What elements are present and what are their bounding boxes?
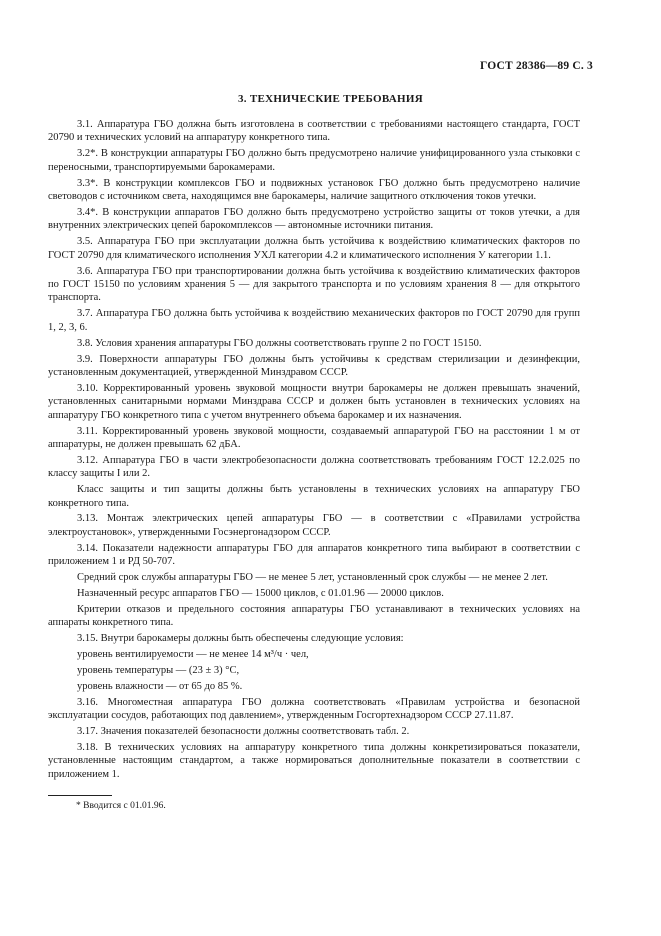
paragraph-3-14-criteria: Критерии отказов и предельного состояния аппаратуры ГБО устанавливают в технических условиях на аппараты конкретного типа. — [48, 603, 580, 629]
footnote: * Вводится с 01.01.96. — [76, 801, 166, 811]
paragraph-3-13: 3.13. Монтаж электрических цепей аппаратуры ГБО — в соответствии с «Правилами устройства электроустановок», утвержденными Госэнергонадзором СССР. — [48, 513, 580, 538]
paragraph-3-1: 3.1. Аппаратура ГБО должна быть изготовлена в соответствии с требованиями настоящего стандарта, ГОСТ 20790 и технических условий на аппаратуру конкретного типа. — [48, 119, 580, 144]
page-header: ГОСТ 28386—89 С. 3 — [480, 60, 593, 72]
paragraph-3-14-resource: Назначенный ресурс аппаратов ГБО — 15000 циклов, с 01.01.96 — 20000 циклов. — [77, 588, 444, 599]
body-text — [48, 118, 580, 784]
paragraph-3-8: 3.8. Условия хранения аппаратуры ГБО должны соответствовать группе 2 по ГОСТ 15150. — [77, 337, 482, 349]
paragraph-3-11: 3.11. Корректированный уровень звуковой мощности, создаваемый аппаратурой ГБО на расстоянии 1 м от аппаратуры, не должен превышать 62 дБА. — [48, 425, 580, 450]
paragraph-3-16: 3.16. Многоместная аппаратура ГБО должна соответствовать «Правилам устройства и безопасной эксплуатации сосудов, работающих под давлением», утвержденным Госгортехнадзором СССР 27.11.87. — [48, 696, 580, 722]
paragraph-3-9: 3.9. Поверхности аппаратуры ГБО должны быть устойчивы к средствам стерилизации и дезинфекции, установленным документацией, утвержденной Минздравом СССР. — [48, 353, 580, 378]
paragraph-3-18: 3.18. В технических условиях на аппаратуру конкретного типа должны конкретизироваться показатели, установленные настоящим стандартом, а также нормироваться дополнительные показатели в соответствии с приложением 1. — [48, 742, 580, 780]
paragraph-3-17: 3.17. Значения показателей безопасности должны соответствовать табл. 2. — [77, 726, 410, 738]
paragraph-3-4: 3.4*. В конструкции аппаратов ГБО должно быть предусмотрено устройство защиты от токов утечки, а для внутренних электрических цепей барокомплексов — автономные источники питания. — [48, 206, 580, 232]
paragraph-3-5: 3.5. Аппаратура ГБО при эксплуатации должна быть устойчива к воздействию климатических факторов по ГОСТ 20790 для климатического исполнения УХЛ категории 4.2 и климатического исполнения У категории 1.1. — [48, 236, 580, 261]
paragraph-3-3: 3.3*. В конструкции комплексов ГБО и подвижных установок ГБО должно быть предусмотрено наличие световодов с источником света, находящимся вне барокамеры, наличие защитного отключения токов утечки. — [48, 177, 580, 203]
paragraph-3-15-ventilation: уровень вентилируемости — не менее 14 м³/ч · чел, — [77, 649, 309, 661]
paragraph-3-12-note: Класс защиты и тип защиты должны быть установлены в технических условиях на аппаратуру ГБО конкретного типа. — [48, 484, 580, 509]
paragraph-3-15-humidity: уровень влажности — от 65 до 85 %. — [77, 680, 243, 692]
paragraph-3-6: 3.6. Аппаратура ГБО при транспортировании должна быть устойчива к воздействию климатических факторов по ГОСТ 15150 по условиям хранения 5 — для закрытого транспорта и по условиям хранения 8 — для открытого транспорта. — [48, 265, 580, 304]
section-title: 3. ТЕХНИЧЕСКИЕ ТРЕБОВАНИЯ — [238, 93, 423, 105]
paragraph-3-14-service-life: Средний срок службы аппаратуры ГБО — не менее 5 лет, установленный срок службы — не менее 2 лет. — [77, 572, 548, 584]
paragraph-3-15-temperature: уровень температуры — (23 ± 3) °С, — [77, 665, 240, 677]
footnote-divider — [48, 795, 112, 796]
paragraph-3-12: 3.12. Аппаратура ГБО в части электробезопасности должна соответствовать требованиям ГОСТ 12.2.025 по классу защиты I или 2. — [48, 454, 580, 480]
paragraph-3-15: 3.15. Внутри барокамеры должны быть обеспечены следующие условия: — [77, 633, 404, 645]
paragraph-3-10: 3.10. Корректированный уровень звуковой мощности внутри барокамеры не должен превышать значений, установленных санитарными нормами Минздрава СССР и должен быть установлен в технических условиях на аппаратуру ГБО конкретного типа с учетом внутреннего объема барокамер и их назначения. — [48, 382, 580, 421]
paragraph-3-7: 3.7. Аппаратура ГБО должна быть устойчива к воздействию механических факторов по ГОСТ 20790 для групп 1, 2, 3, 6. — [48, 308, 580, 333]
paragraph-3-2: 3.2*. В конструкции аппаратуры ГБО должно быть предусмотрено наличие унифицированного узла стыковки с переносными, транспортируемыми барокамерами. — [48, 148, 580, 173]
paragraph-3-14: 3.14. Показатели надежности аппаратуры ГБО для аппаратов конкретного типа выбирают в соответствии с приложением 1 и РД 50-707. — [48, 542, 580, 568]
